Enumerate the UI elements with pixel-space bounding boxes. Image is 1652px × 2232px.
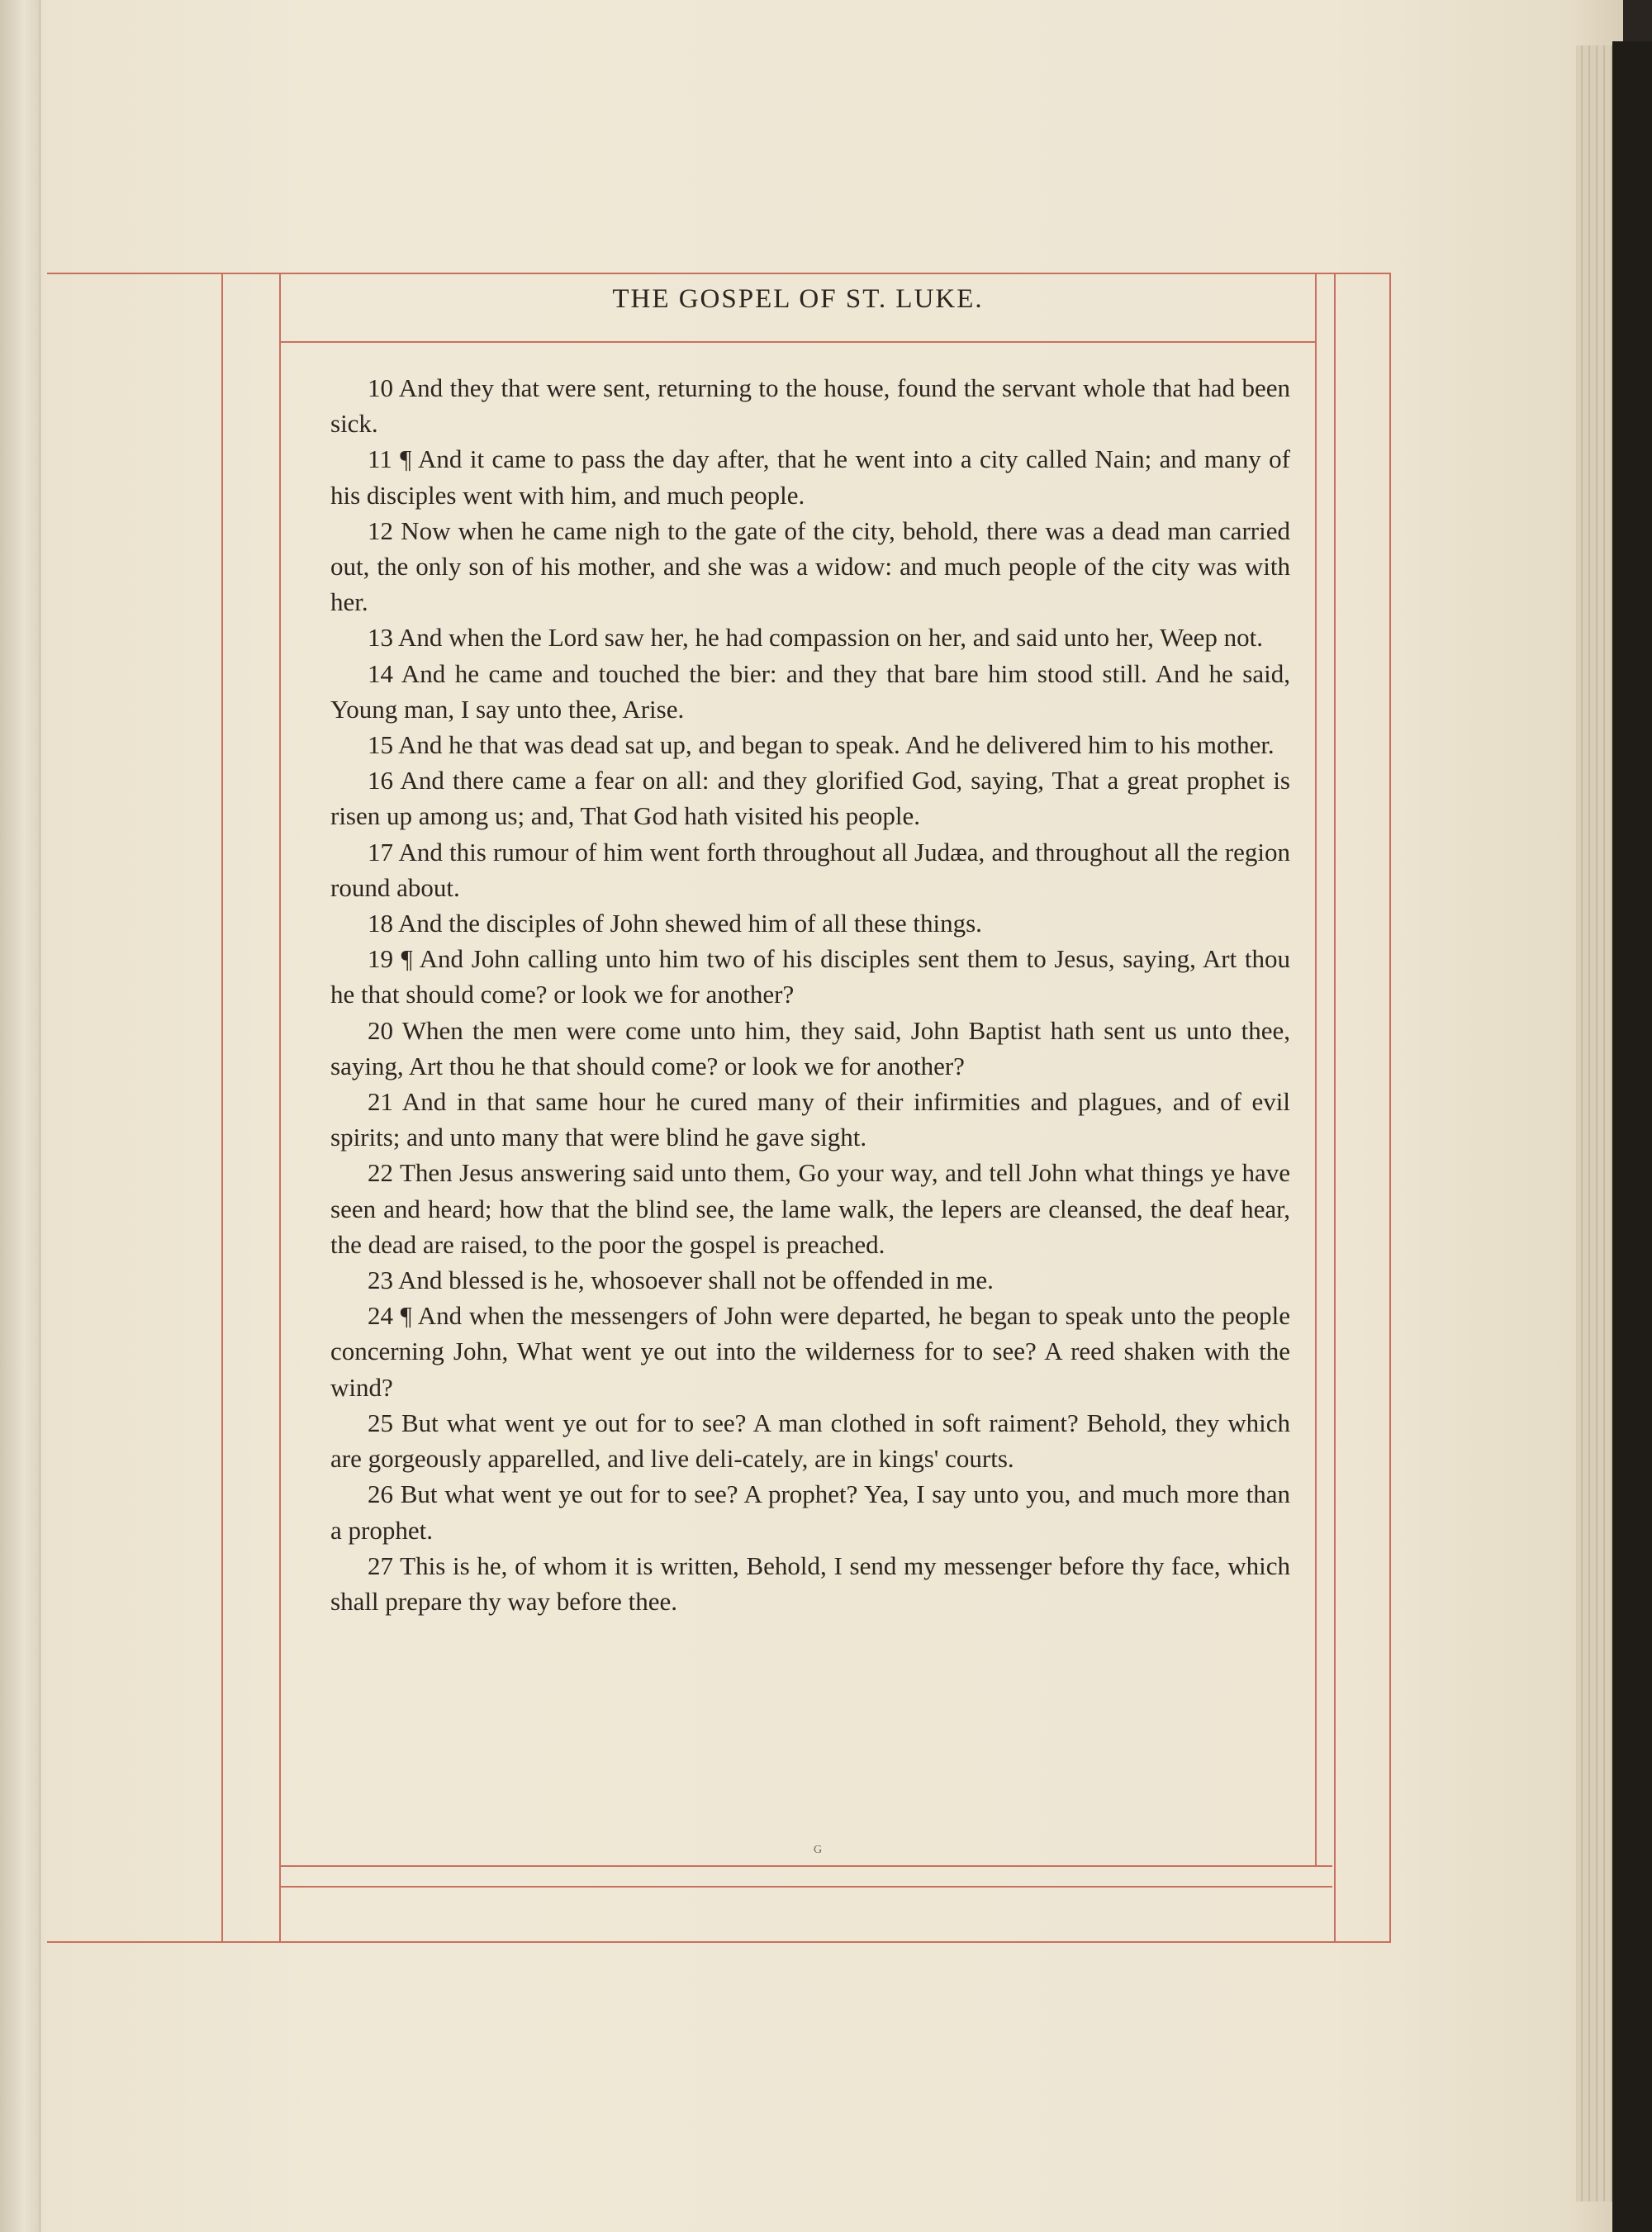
scripture-text xyxy=(330,370,1290,1619)
verse-21: 21 And in that same hour he cured many of their infirmities and plagues, and of evil spirits; and unto many that were blind he gave sight. xyxy=(330,1087,1290,1152)
verse-27: 27 This is he, of whom it is written, Behold, I send my messenger before thy face, which shall prepare thy way before thee. xyxy=(330,1551,1290,1616)
frame-bottom-rule xyxy=(47,1941,1390,1943)
frame-top-rule xyxy=(47,273,1390,274)
verse-10: 10 And they that were sent, returning to the house, found the servant whole that had been sick. xyxy=(330,373,1290,439)
verse-13: 13 And when the Lord saw her, he had compassion on her, and said unto her, Weep not. xyxy=(368,623,1263,653)
facing-page-edge xyxy=(0,0,40,2232)
verse-23: 23 And blessed is he, whosoever shall not be offended in me. xyxy=(368,1266,994,1295)
verse-24: 24 ¶ And when the messengers of John were departed, he began to speak unto the people concerning John, What went ye out into the wilderness for to see? A reed shaken with the wind? xyxy=(330,1301,1290,1402)
frame-right-inner xyxy=(1315,273,1317,1865)
header-divider-rule xyxy=(281,341,1316,343)
verse-20: 20 When the men were come unto him, they said, John Baptist hath sent us unto thee, saying, Art thou he that should come? or look we for another? xyxy=(330,1015,1290,1080)
verse-17: 17 And this rumour of him went forth throughout all Judæa, and throughout all the region round about. xyxy=(330,837,1290,902)
verse-12: 12 Now when he came nigh to the gate of the city, behold, there was a dead man carried out, the only son of his mother, and she was a widow: and much people of the city was with her. xyxy=(330,515,1290,617)
page-title: THE GOSPEL OF ST. LUKE. xyxy=(612,284,984,314)
text-bottom-rule xyxy=(281,1865,1332,1867)
verse-15: 15 And he that was dead sat up, and began to speak. And he delivered him to his mother. xyxy=(368,730,1275,760)
verse-14: 14 And he came and touched the bier: and they that bare him stood still. And he said, Young man, I say unto thee, Arise. xyxy=(330,658,1290,724)
verse-22: 22 Then Jesus answering said unto them, Go your way, and tell John what things ye have seen and heard; how that the blind see, the lame walk, the lepers are cleansed, the deaf hear, the dead are raised, to the poor the gospel is preached. xyxy=(330,1158,1290,1259)
inner-bottom-rule xyxy=(281,1886,1332,1888)
verse-19: 19 ¶ And John calling unto him two of his disciples sent them to Jesus, saying, Art thou he that should come? or look we for another? xyxy=(330,944,1290,1009)
frame-left-inner xyxy=(279,273,281,1943)
verse-25: 25 But what went ye out for to see? A man clothed in soft raiment? Behold, they which are gorgeously apparelled, and live deli-cately, are in kings' courts. xyxy=(330,1408,1290,1474)
verse-16: 16 And there came a fear on all: and they glorified God, saying, That a great prophet is risen up among us; and, That God hath visited his people. xyxy=(330,766,1290,831)
verse-11: 11 ¶ And it came to pass the day after, that he went into a city called Nain; and many of his disciples went with him, and much people. xyxy=(330,444,1290,510)
verse-18: 18 And the disciples of John shewed him of all these things. xyxy=(368,909,982,938)
frame-right-margin xyxy=(1389,273,1391,1943)
verse-26: 26 But what went ye out for to see? A prophet? Yea, I say unto you, and much more than a prophet. xyxy=(330,1479,1290,1545)
frame-left-outer xyxy=(221,273,223,1943)
book-cover-edge xyxy=(1612,41,1652,2232)
frame-right-outer xyxy=(1334,273,1336,1943)
signature-mark: G xyxy=(813,1844,823,1856)
